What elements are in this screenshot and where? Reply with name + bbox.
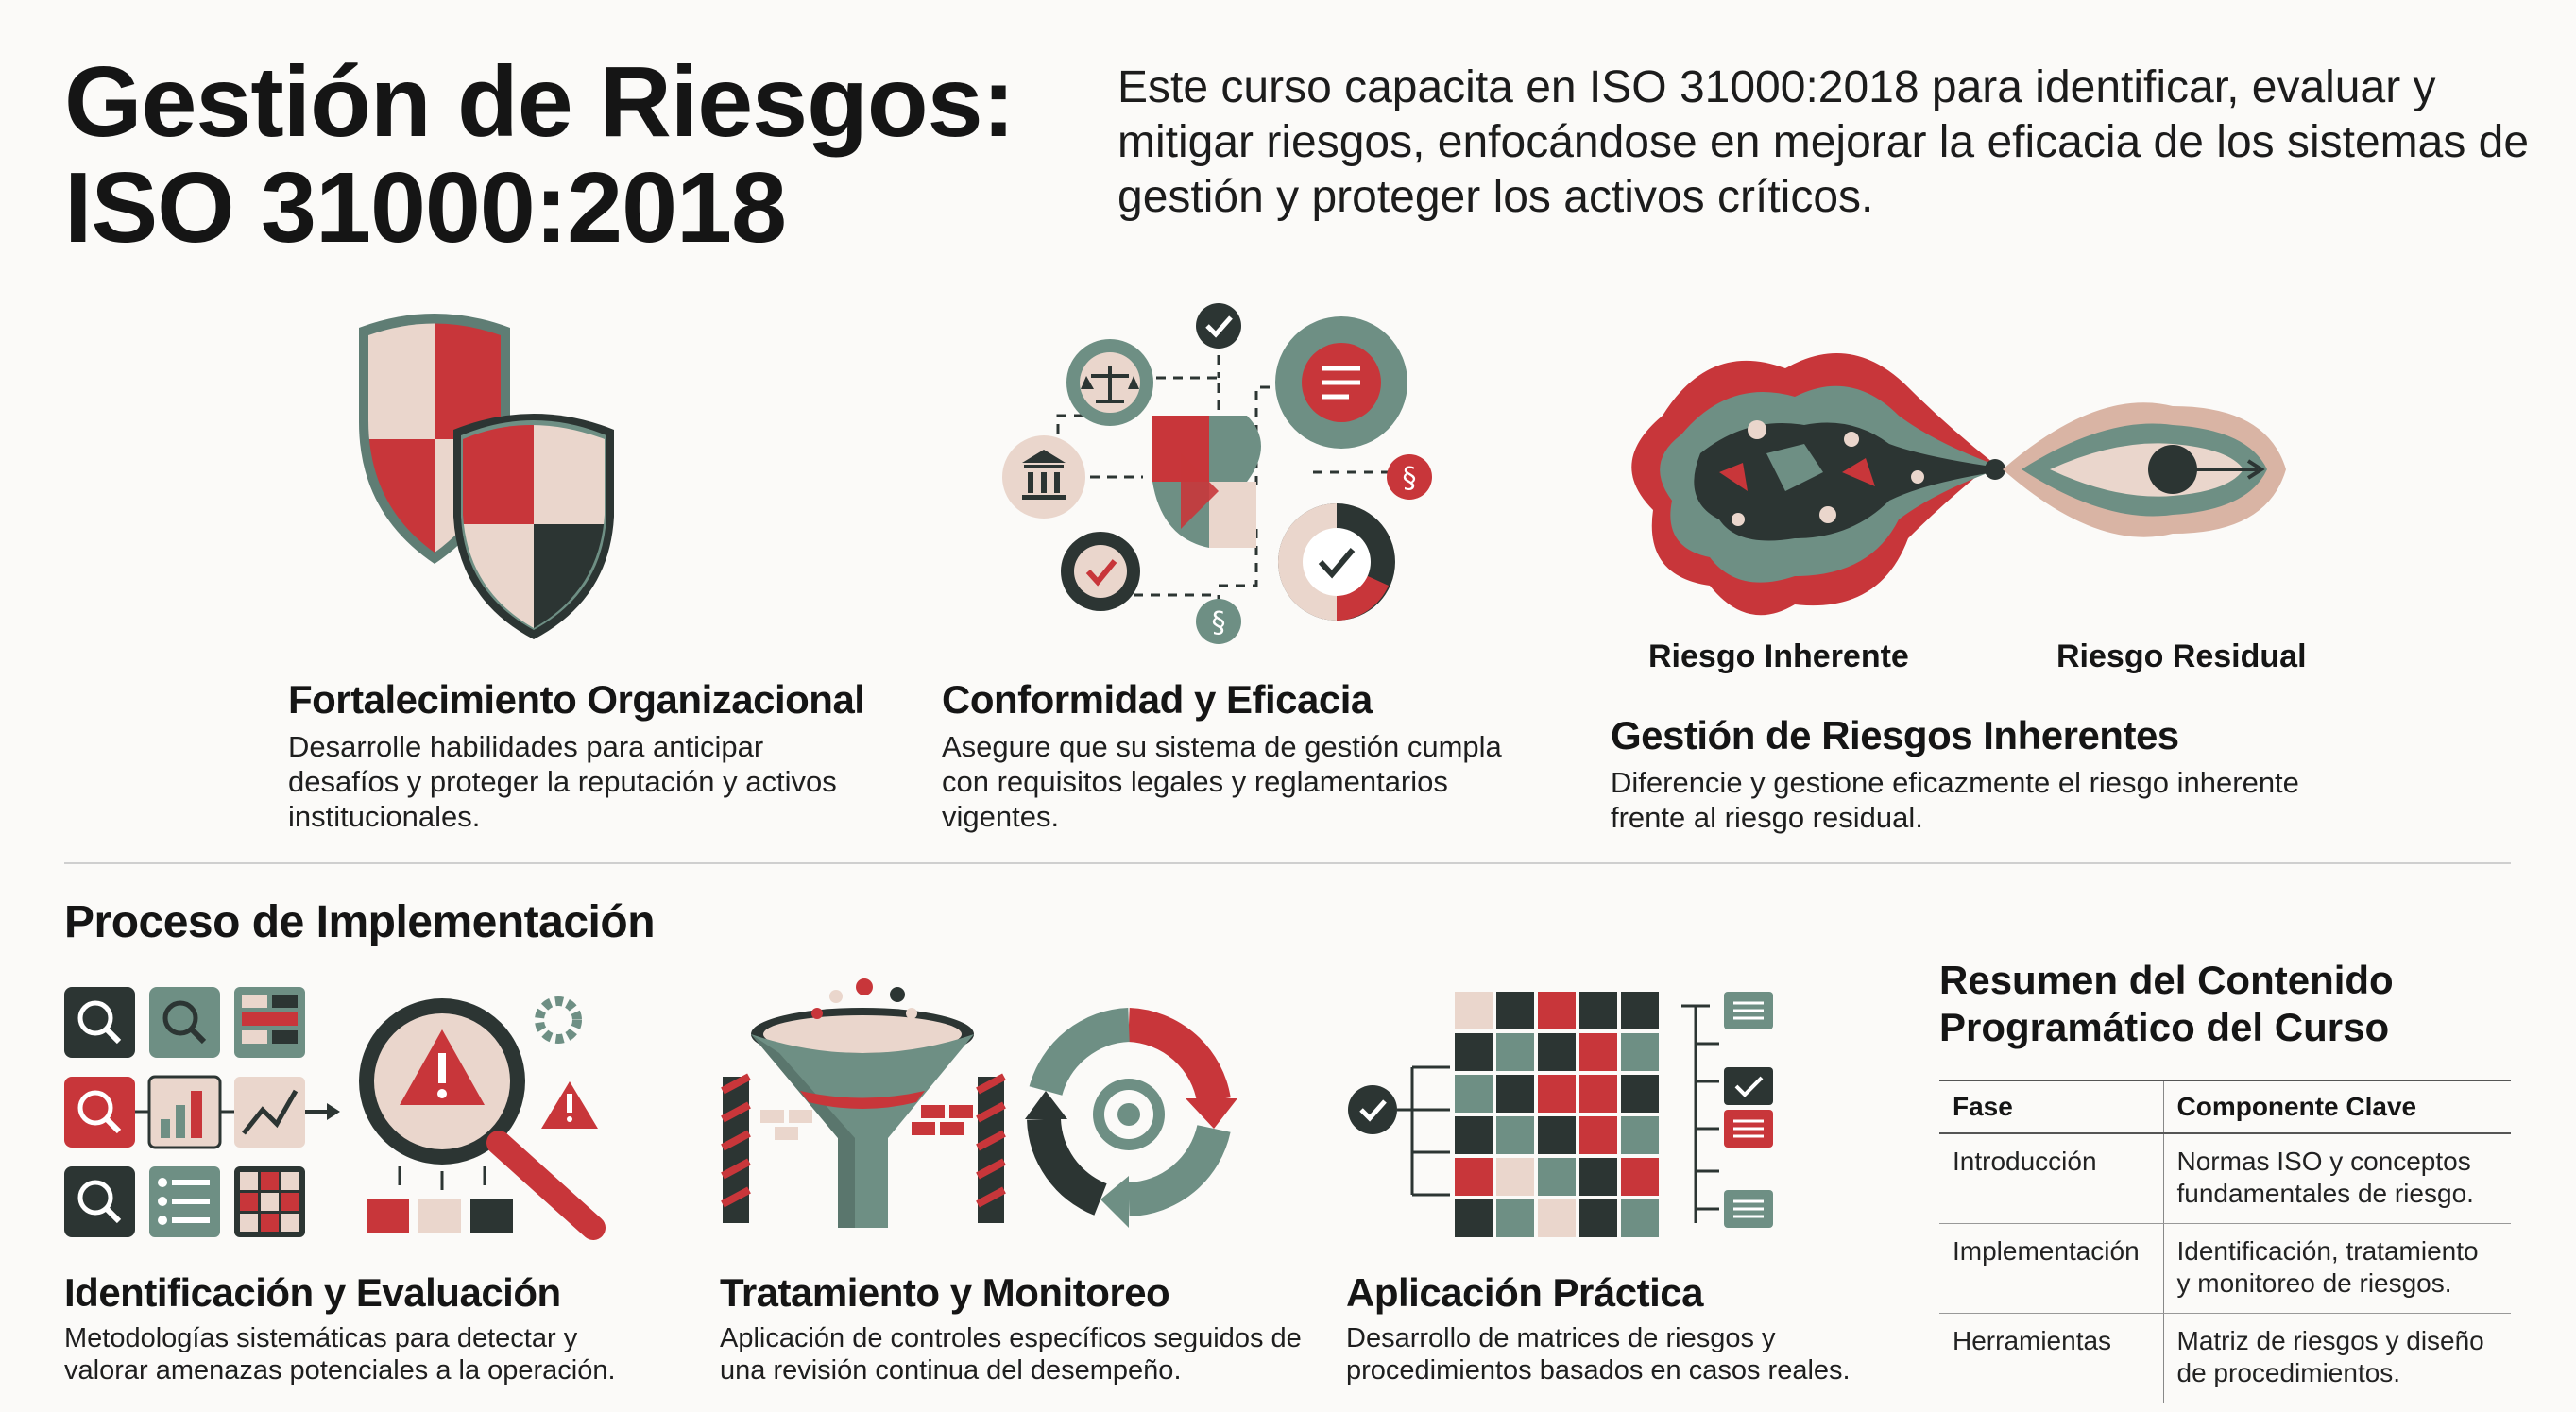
row-3-phase: Herramientas bbox=[1939, 1314, 2163, 1403]
residual-risk-label: Riesgo Residual bbox=[2056, 638, 2307, 674]
risk-flow-icon bbox=[1606, 331, 2305, 623]
table-header-row bbox=[1939, 1080, 2511, 1133]
step-1-description: Metodologías sistemáticas para detectar y valorar amenazas potenciales a la operación. bbox=[64, 1323, 616, 1386]
step-3-description: Desarrollo de matrices de riesgos y procedimientos basados en casos reales. bbox=[1346, 1323, 1851, 1386]
feature-3-title: Gestión de Riesgos Inherentes bbox=[1611, 713, 2179, 757]
step-2-description: Aplicación de controles específicos seguidos de una revisión continua del desempeño. bbox=[720, 1323, 1302, 1386]
header-component: Componente Clave bbox=[2163, 1080, 2511, 1133]
row-2-phase: Implementación bbox=[1939, 1224, 2163, 1314]
step-1-title: Identificación y Evaluación bbox=[64, 1270, 561, 1315]
feature-2-description: Asegure que su sistema de gestión cumpla con requisitos legales y reglamentarios vigentes. bbox=[942, 730, 1502, 833]
section-divider bbox=[64, 862, 2511, 864]
row-1-phase: Introducción bbox=[1939, 1133, 2163, 1224]
table-row bbox=[1939, 1314, 2511, 1403]
table-row bbox=[1939, 1224, 2511, 1314]
compliance-gears-icon bbox=[1001, 302, 1436, 642]
inherent-risk-label: Riesgo Inherente bbox=[1648, 638, 1909, 674]
risk-matrix-icon bbox=[1346, 987, 1837, 1237]
header-phase: Fase bbox=[1939, 1080, 2163, 1133]
svg-text:§: § bbox=[1211, 606, 1226, 639]
row-3-component: Matriz de riesgos y diseño de procedimientos. bbox=[2163, 1314, 2511, 1403]
page-title bbox=[64, 46, 1103, 264]
funnel-cycle-icon bbox=[723, 987, 1242, 1237]
feature-3-description: Diferencie y gestione eficazmente el riesgo inherente frente al riesgo residual. bbox=[1611, 766, 2299, 834]
process-section-title: Proceso de Implementación bbox=[64, 897, 656, 947]
title-line-2: ISO 31000:2018 bbox=[64, 152, 786, 264]
feature-1-description: Desarrolle habilidades para anticipar desafíos y proteger la reputación y activos institucionales. bbox=[288, 730, 837, 833]
svg-text:§: § bbox=[1402, 462, 1417, 495]
row-2-component: Identificación, tratamiento y monitoreo de riesgos. bbox=[2163, 1224, 2511, 1314]
shields-icon bbox=[359, 316, 623, 600]
risk-identification-icon bbox=[64, 982, 603, 1237]
row-1-component: Normas ISO y conceptos fundamentales de riesgo. bbox=[2163, 1133, 2511, 1224]
summary-table bbox=[1939, 1080, 2511, 1403]
step-2-title: Tratamiento y Monitoreo bbox=[720, 1270, 1170, 1315]
intro-text: Este curso capacita en ISO 31000:2018 para identificar, evaluar y mitigar riesgos, enfocándose en mejorar la eficacia de los sistemas de gestión y proteger los activos críticos. bbox=[1117, 62, 2530, 222]
title-line-1: Gestión de Riesgos: bbox=[64, 46, 1015, 158]
feature-2-title: Conformidad y Eficacia bbox=[942, 677, 1373, 722]
table-row bbox=[1939, 1133, 2511, 1224]
summary-title: Resumen del Contenido Programático del Curso bbox=[1939, 958, 2394, 1049]
step-3-title: Aplicación Práctica bbox=[1346, 1270, 1703, 1315]
feature-1-title: Fortalecimiento Organizacional bbox=[288, 677, 865, 722]
